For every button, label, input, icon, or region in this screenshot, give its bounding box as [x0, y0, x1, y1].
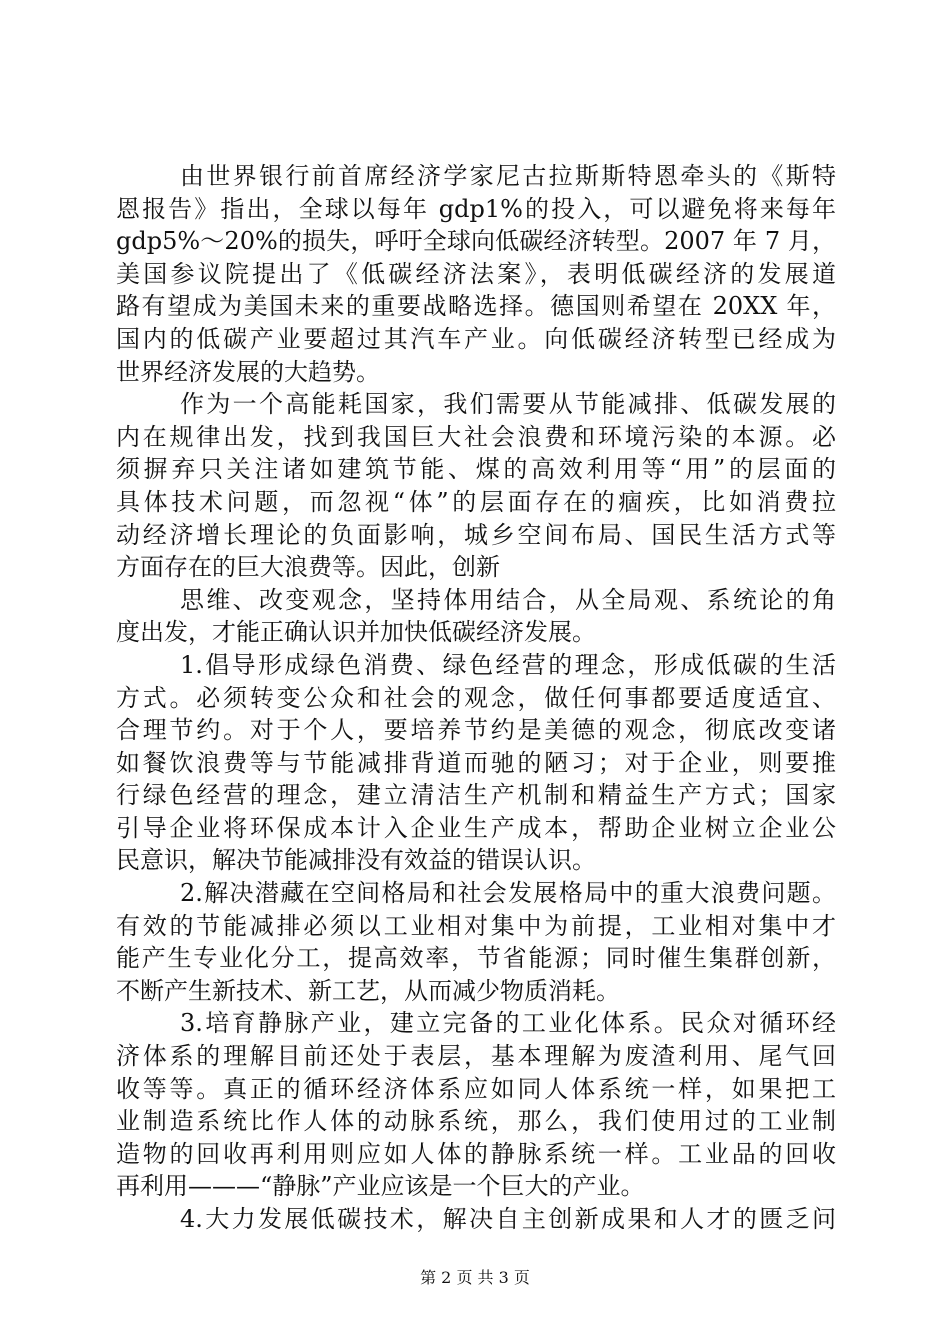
text-line: 引导企业将环保成本计入企业生产成本，帮助企业树立企业公 [116, 813, 836, 842]
text-line: 1.倡导形成绿色消费、绿色经营的理念，形成低碳的生活 [180, 650, 836, 679]
text-line: 度出发，才能正确认识并加快低碳经济发展。 [116, 618, 596, 647]
text-line: 再利用———“静脉”产业应该是一个巨大的产业。 [116, 1172, 645, 1201]
text-line: 行绿色经营的理念，建立清洁生产机制和精益生产方式；国家 [116, 781, 836, 810]
page-footer: 第 2 页 共 3 页 [420, 1268, 530, 1287]
text-line: 思维、改变观念，坚持体用结合，从全局观、系统论的角 [180, 585, 836, 614]
text-line: 济体系的理解目前还处于表层，基本理解为废渣利用、尾气回 [116, 1042, 836, 1071]
text-line: 合理节约。对于个人，要培养节约是美德的观念，彻底改变诸 [116, 716, 836, 745]
text-line: 收等等。真正的循环经济体系应如同人体系统一样，如果把工 [116, 1074, 836, 1103]
text-line: 内在规律出发，找到我国巨大社会浪费和环境污染的本源。必 [116, 422, 836, 451]
text-line: 3.培育静脉产业，建立完备的工业化体系。民众对循环经 [180, 1009, 836, 1038]
text-line: 业制造系统比作人体的动脉系统，那么，我们使用过的工业制 [116, 1107, 836, 1136]
text-line: 不断产生新技术、新工艺，从而减少物质消耗。 [116, 976, 620, 1005]
text-line: 4.大力发展低碳技术，解决自主创新成果和人才的匮乏问 [180, 1205, 836, 1233]
text-line: 世界经济发展的大趋势。 [116, 357, 380, 386]
text-line: 具体技术问题，而忽视“体”的层面存在的痼疾，比如消费拉 [116, 487, 836, 516]
text-line: 须摒弃只关注诸如建筑节能、煤的高效利用等“用”的层面的 [116, 455, 836, 484]
text-line: 有效的节能减排必须以工业相对集中为前提，工业相对集中才 [116, 911, 836, 940]
text-line: 方式。必须转变公众和社会的观念，做任何事都要适度适宜、 [116, 683, 836, 712]
text-line: 作为一个高能耗国家，我们需要从节能减排、低碳发展的 [180, 390, 836, 419]
text-line: 能产生专业化分工，提高效率，节省能源；同时催生集群创新， [116, 944, 836, 973]
text-line: gdp5%～20%的损失，呼吁全球向低碳经济转型。2007 年 7 月， [116, 227, 836, 256]
text-line: 方面存在的巨大浪费等。因此，创新 [116, 553, 500, 582]
text-line: 路有望成为美国未来的重要战略选择。德国则希望在 20XX 年， [116, 292, 836, 321]
text-line: 美国参议院提出了《低碳经济法案》，表明低碳经济的发展道 [116, 259, 836, 288]
text-line: 民意识，解决节能减排没有效益的错误认识。 [116, 846, 596, 875]
text-line: 2.解决潜藏在空间格局和社会发展格局中的重大浪费问题。 [180, 879, 836, 908]
text-line: 造物的回收再利用则应如人体的静脉系统一样。工业品的回收 [116, 1139, 836, 1168]
text-line: 恩报告》指出，全球以每年 gdp1%的投入，可以避免将来每年 [116, 194, 836, 223]
text-line: 如餐饮浪费等与节能减排背道而驰的陋习；对于企业，则要推 [116, 748, 836, 777]
document-body [116, 160, 836, 1236]
text-line: 国内的低碳产业要超过其汽车产业。向低碳经济转型已经成为 [116, 324, 836, 353]
text-line: 动经济增长理论的负面影响，城乡空间布局、国民生活方式等 [116, 520, 836, 549]
text-line: 由世界银行前首席经济学家尼古拉斯斯特恩牵头的《斯特 [180, 162, 836, 190]
